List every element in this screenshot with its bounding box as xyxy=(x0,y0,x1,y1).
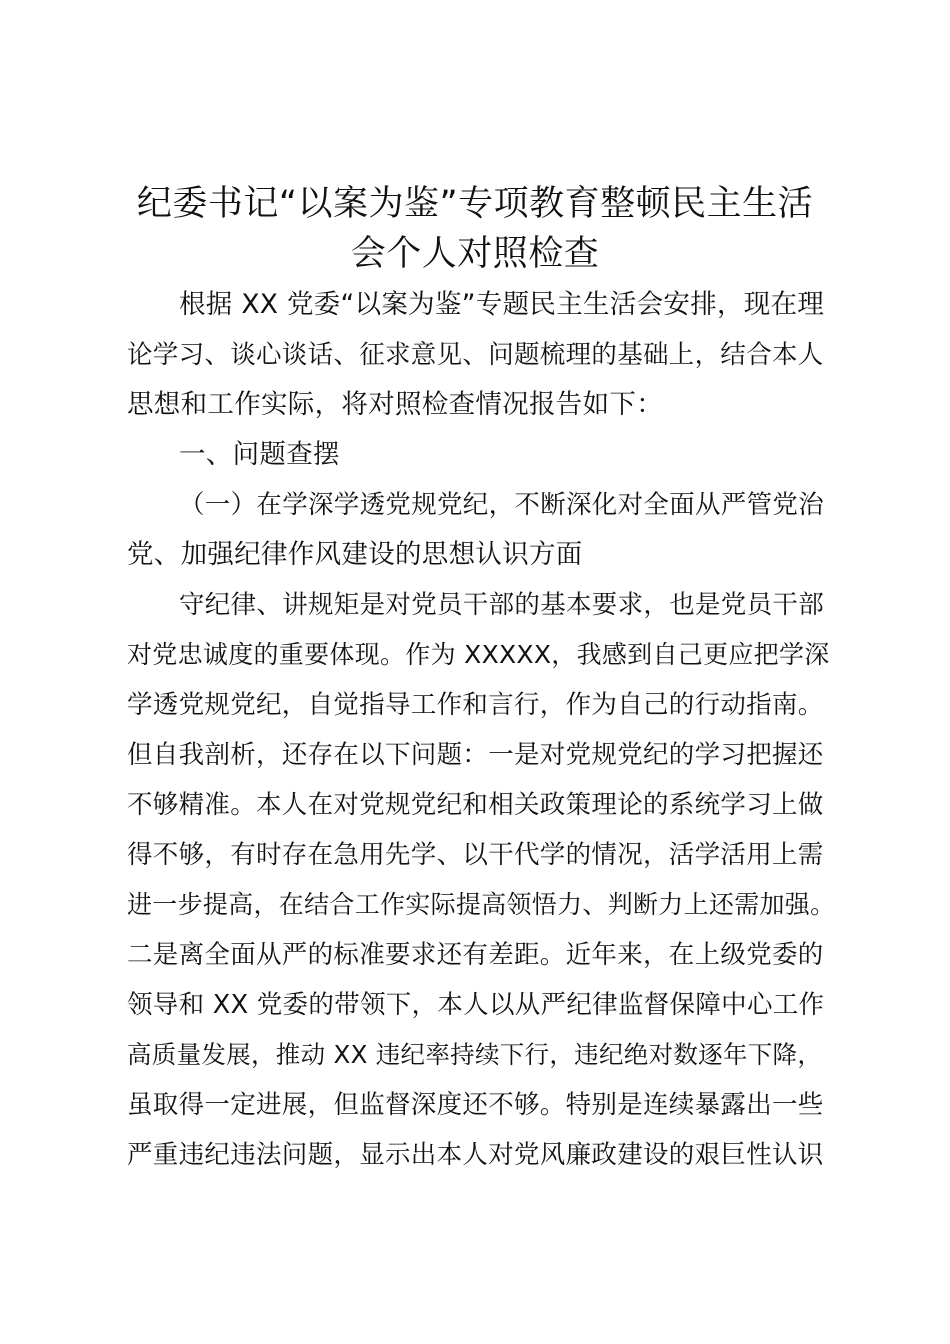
body-line-7: 守纪律、讲规矩是对党员干部的基本要求，也是党员干部 xyxy=(179,590,825,620)
body-line-17: 虽取得一定进展，但监督深度还不够。特别是连续暴露出一些 xyxy=(127,1090,824,1120)
subsection-heading-line-2: 党、加强纪律作风建设的思想认识方面 xyxy=(127,539,583,570)
body-line-8: 对党忠诚度的重要体现。作为 XXXXX，我感到自己更应把学深 xyxy=(127,640,830,669)
body-line-3: 思想和工作实际，将对照检查情况报告如下： xyxy=(127,389,663,420)
body-line-14: 二是离全面从严的标准要求还有差距。近年来，在上级党委的 xyxy=(127,940,824,970)
body-line-16: 高质量发展，推动 XX 违纪率持续下行，违纪绝对数逐年下降， xyxy=(127,1040,823,1069)
body-line-12: 得不够，有时存在急用先学、以干代学的情况，活学活用上需 xyxy=(127,840,824,870)
document-title-line-1: 纪委书记“以案为鉴”专项教育整顿民主生活 xyxy=(136,184,814,224)
body-line-18: 严重违纪违法问题，显示出本人对党风廉政建设的艰巨性认识 xyxy=(127,1140,824,1170)
body-line-10: 但自我剖析，还存在以下问题：一是对党规党纪的学习把握还 xyxy=(127,740,824,770)
section-heading-1: 一、问题查摆 xyxy=(179,439,340,470)
body-line-15: 领导和 XX 党委的带领下，本人以从严纪律监督保障中心工作 xyxy=(127,990,825,1020)
body-line-2: 论学习、谈心谈话、征求意见、问题梳理的基础上，结合本人 xyxy=(127,340,824,370)
document-title-line-2: 会个人对照检查 xyxy=(350,234,600,274)
body-line-1: 根据 XX 党委“以案为鉴”专题民主生活会安排，现在理 xyxy=(179,289,825,320)
body-line-9: 学透党规党纪，自觉指导工作和言行，作为自己的行动指南。 xyxy=(127,690,824,720)
body-line-11: 不够精准。本人在对党规党纪和相关政策理论的系统学习上做 xyxy=(127,790,824,820)
body-line-13: 进一步提高，在结合工作实际提高领悟力、判断力上还需加强。 xyxy=(127,890,836,919)
subsection-heading-line-1: （一）在学深学透党规党纪，不断深化对全面从严管党治 xyxy=(179,490,825,520)
